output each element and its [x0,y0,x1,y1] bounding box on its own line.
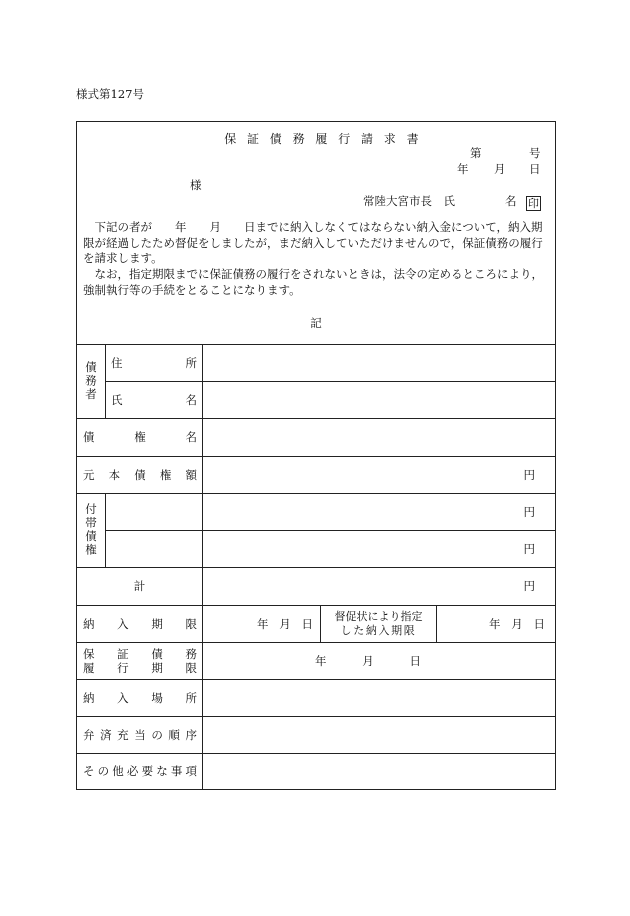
dun-due-label: 督促状により指定 した納入期限 [334,609,423,637]
attached-yen-2: 円 [523,541,535,556]
place-field[interactable] [203,679,555,716]
debtor-group-label: 債務者 [84,360,98,402]
attached-item-1[interactable] [106,493,202,530]
number-dai: 第 [470,146,482,160]
other-field[interactable] [203,753,555,789]
issuer-name: 常陸大宮市長 氏 [363,194,455,208]
address-label: 住 所 [111,355,197,370]
principal-yen: 円 [523,467,535,482]
address-field[interactable] [203,344,555,381]
ki-heading: 記 [310,316,322,330]
form-number: 様式第127号 [76,87,144,101]
issuer-mei: 名 [505,194,517,208]
total-yen: 円 [523,579,535,593]
seal-stamp: 印 [528,197,539,210]
attached-item-2[interactable] [106,530,202,567]
request-paragraph: 下記の者が 年 月 日までに納入しなくてはならない納入金について，納入期限が経過したため督促をしましたが，まだ納入していただけませんので，保証債務の履行を請求します。 [83,220,543,265]
name-label: 氏 名 [111,392,197,407]
date-month: 月 [494,162,506,176]
attached-yen-1: 円 [523,504,535,519]
form-title: 保証債務履行請求書 [224,132,430,146]
guarantee-due-label: 保 証 債 務 履 行 期 限 [83,646,197,675]
due-label: 納 入 期 限 [83,616,197,631]
request-form [76,121,556,790]
place-label: 納 入 場 所 [83,690,197,705]
attached-group-label: 付帯債権 [84,503,98,557]
due-date[interactable]: 年 月 日 [257,616,313,631]
principal-label: 元 本 債 権 額 [83,467,197,482]
notice-paragraph: なお，指定期限までに保証債務の履行をされないときは，法令の定めるところにより，強制執行等の手続をとることになります。 [83,267,543,297]
total-label: 計 [133,579,146,593]
dun-due-date[interactable]: 年 月 日 [489,616,545,631]
number-go: 号 [529,146,541,160]
other-label: そ の 他 必 要 な 事 項 [83,764,197,778]
date-day: 日 [529,162,541,176]
date-year: 年 [457,162,469,176]
guarantee-due-date[interactable]: 年 月 日 [315,653,421,668]
addressee-sama: 様 [190,178,202,192]
claim-name-label: 債 権 名 [83,430,197,444]
claim-name-field[interactable] [203,418,555,456]
name-field[interactable] [203,381,555,418]
order-label: 弁 済 充 当 の 順 序 [83,727,197,742]
order-field[interactable] [203,716,555,753]
